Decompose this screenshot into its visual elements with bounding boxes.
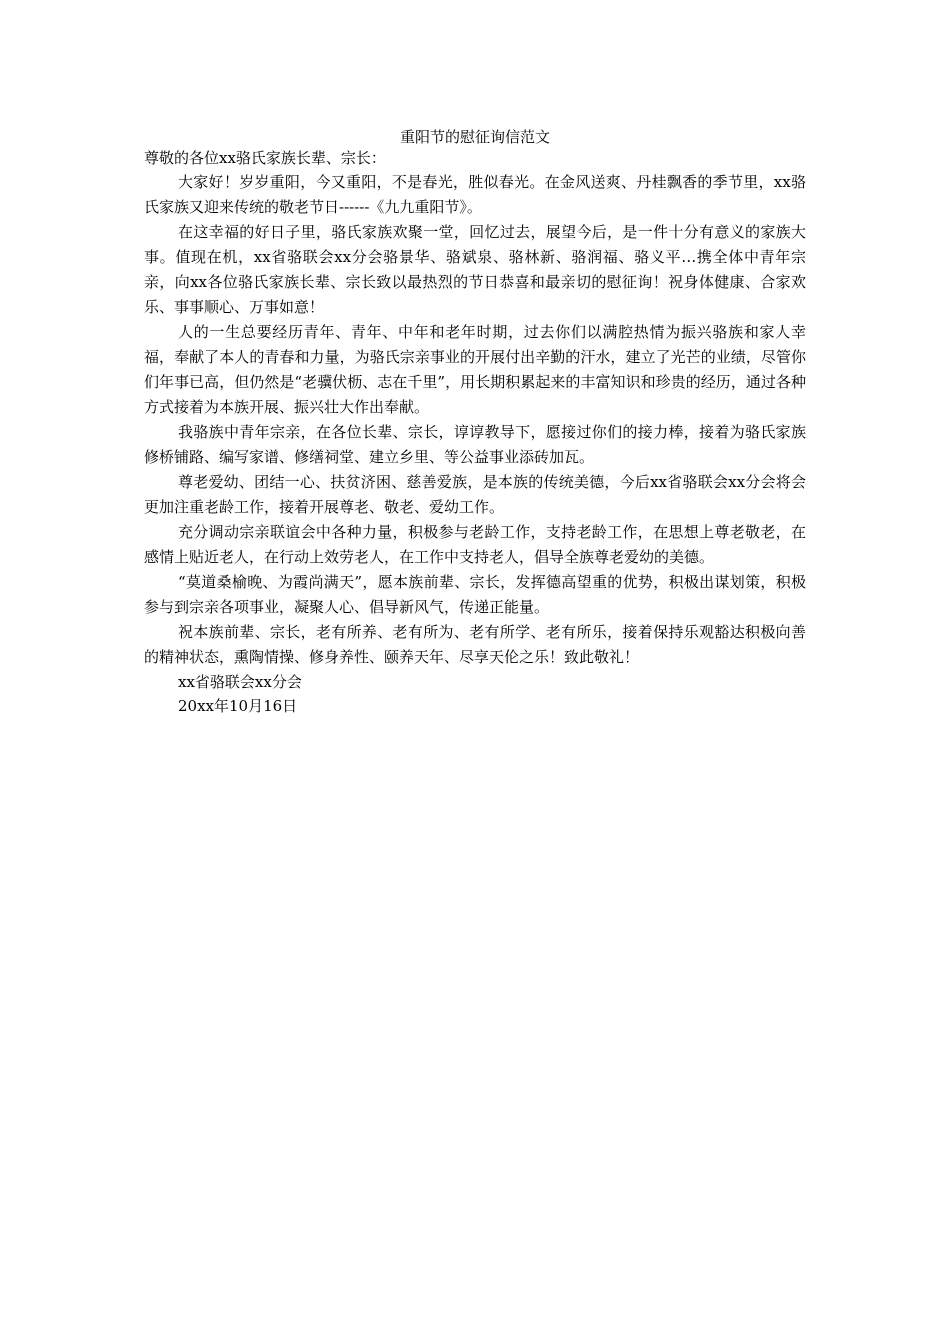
paragraph: 大家好！岁岁重阳，今又重阳，不是春光，胜似春光。在金风送爽、丹桂飘香的季节里，xx骆氏家族又迎来传统的敬老节日------《九九重阳节》。 (144, 173, 806, 216)
paragraph: 人的一生总要经历青年、青年、中年和老年时期，过去你们以满腔热情为振兴骆族和家人幸福，奉献了本人的青春和力量，为骆氏宗亲事业的开展付出辛勤的汗水，建立了光芒的业绩，尽管你们年事已高，但仍然是“老骥伏枥、志在千里”，用长期积累起来的丰富知识和珍贵的经历，通过各种方式接着为本族开展、振兴壮大作出奉献。 (144, 323, 806, 416)
paragraph: 充分调动宗亲联谊会中各种力量，积极参与老龄工作，支持老龄工作，在思想上尊老敬老，在感情上贴近老人，在行动上效劳老人，在工作中支持老人，倡导全族尊老爱幼的美德。 (144, 523, 806, 566)
paragraph: 祝本族前辈、宗长，老有所养、老有所为、老有所学、老有所乐，接着保持乐观豁达积极向善的精神状态，熏陶情操、修身养性、颐养天年、尽享天伦之乐！致此敬礼！ (144, 623, 806, 666)
document-title: 重阳节的慰征询信范文 (399, 128, 550, 146)
paragraph: 在这幸福的好日子里，骆氏家族欢聚一堂，回忆过去，展望今后，是一件十分有意义的家族大事。值现在机，xx省骆联会xx分会骆景华、骆斌泉、骆林新、骆润福、骆义平…携全体中青年宗亲，向xx各位骆氏家族长辈、宗长致以最热烈的节日恭喜和最亲切的慰征询！祝身体健康、合家欢乐、事事顺心、万事如意！ (144, 223, 806, 316)
paragraph: 我骆族中青年宗亲，在各位长辈、宗长，谆谆教导下，愿接过你们的接力棒，接着为骆氏家族修桥铺路、编写家谱、修缮祠堂、建立乡里、等公益事业添砖加瓦。 (144, 423, 806, 466)
salutation: 尊敬的各位xx骆氏家族长辈、宗长： (144, 149, 386, 167)
date: 20xx年10月16日 (178, 697, 298, 715)
paragraph: 尊老爱幼、团结一心、扶贫济困、慈善爱族，是本族的传统美德，今后xx省骆联会xx分会将会更加注重老龄工作，接着开展尊老、敬老、爱幼工作。 (144, 473, 806, 516)
document-page (144, 128, 806, 718)
paragraph: “莫道桑榆晚、为霞尚满天”，愿本族前辈、宗长，发挥德高望重的优势，积极出谋划策，积极参与到宗亲各项事业，凝聚人心、倡导新风气，传递正能量。 (144, 573, 806, 616)
signature: xx省骆联会xx分会 (178, 673, 302, 691)
